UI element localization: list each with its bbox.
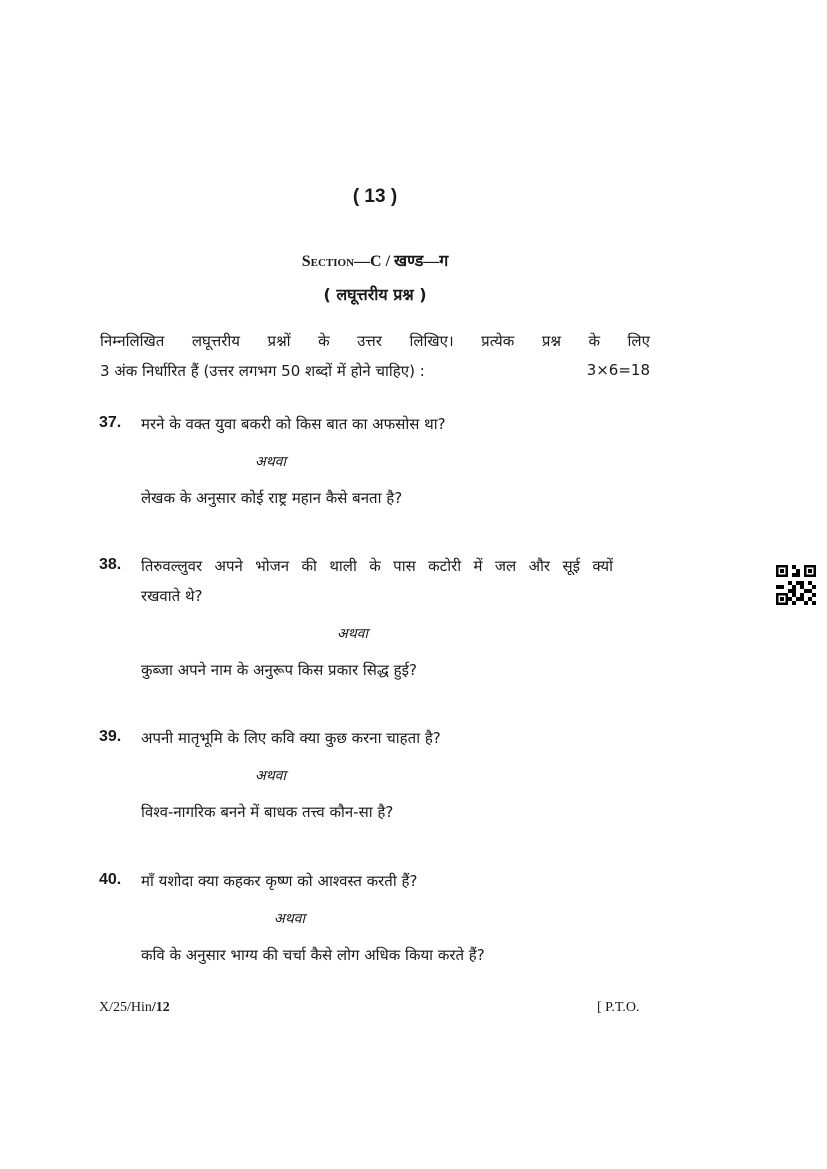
question-number: 40. <box>99 871 122 888</box>
q-word: भोजन <box>255 557 290 575</box>
q-word: और <box>528 557 551 575</box>
q-word: जल <box>494 557 517 575</box>
section-title <box>0 249 750 271</box>
question-text: मरने के वक्त युवा बकरी को किस बात का अफसोस था? <box>141 415 446 433</box>
or-label: अथवा <box>337 626 369 642</box>
instr-word: के <box>318 332 330 350</box>
qr-code-icon <box>776 565 816 605</box>
section-title-rest: —C / खण्ड—ग <box>354 253 449 270</box>
paper-code <box>99 1000 170 1016</box>
page-number: ( 13 ) <box>352 186 398 207</box>
paper-code-prefix: X/25/Hin <box>99 1000 152 1015</box>
or-label: अथवा <box>274 911 306 927</box>
question-number: 37. <box>99 414 122 431</box>
section-title-prefix: Section <box>301 253 355 270</box>
instr-word: लिखिए। <box>409 332 454 350</box>
alternate-question-text: कवि के अनुसार भाग्य की चर्चा कैसे लोग अधिक किया करते हैं? <box>141 946 485 964</box>
question-number: 38. <box>99 556 122 573</box>
q-word: की <box>301 557 317 575</box>
question-text-line-1 <box>141 556 613 576</box>
alternate-question-text: विश्व-नागरिक बनने में बाधक तत्त्व कौन-सा है? <box>141 803 394 821</box>
instr-word: प्रश्नों <box>267 332 291 350</box>
alternate-question-text: लेखक के अनुसार कोई राष्ट्र महान कैसे बनता है? <box>141 489 403 507</box>
q-word: सूई <box>562 557 580 575</box>
instructions-text: 3 अंक निर्धारित हैं (उत्तर लगभग 50 शब्दों में होने चाहिए) : <box>100 362 425 380</box>
question-number: 39. <box>99 728 122 745</box>
total-marks: 3×6=18 <box>586 361 650 379</box>
instructions-line-2 <box>100 361 650 381</box>
instructions-line-1 <box>100 331 650 351</box>
instr-word: प्रत्येक <box>481 332 515 350</box>
alternate-question-text: कुब्जा अपने नाम के अनुरूप किस प्रकार सिद्ध हुई? <box>141 661 417 679</box>
question-text-line-2: रखवाते थे? <box>141 587 203 605</box>
q-word: थाली <box>329 557 357 575</box>
q-word: पास <box>393 557 416 575</box>
section-subtitle: ( लघूत्तरीय प्रश्न ) <box>323 285 427 304</box>
pto-label: [ P.T.O. <box>597 1000 640 1015</box>
question-text: अपनी मातृभूमि के लिए कवि क्या कुछ करना चाहता है? <box>141 729 441 747</box>
or-label: अथवा <box>255 768 287 784</box>
q-word: अपने <box>214 557 243 575</box>
instr-word: लघूत्तरीय <box>191 332 241 350</box>
q-word: क्यों <box>592 557 613 575</box>
instr-word: निम्नलिखित <box>100 332 165 350</box>
or-label: अथवा <box>255 454 287 470</box>
instr-word: प्रश्न <box>541 332 561 350</box>
q-word: में <box>473 557 483 575</box>
q-word: तिरुवल्लुवर <box>141 557 203 575</box>
instr-word: उत्तर <box>357 332 382 350</box>
q-word: कटोरी <box>428 557 462 575</box>
question-text: माँ यशोदा क्या कहकर कृष्ण को आश्वस्त करती हैं? <box>141 872 418 890</box>
q-word: के <box>369 557 381 575</box>
instr-word: के <box>588 332 601 350</box>
instr-word: लिए <box>627 332 650 350</box>
paper-code-suffix: /12 <box>151 1000 170 1015</box>
